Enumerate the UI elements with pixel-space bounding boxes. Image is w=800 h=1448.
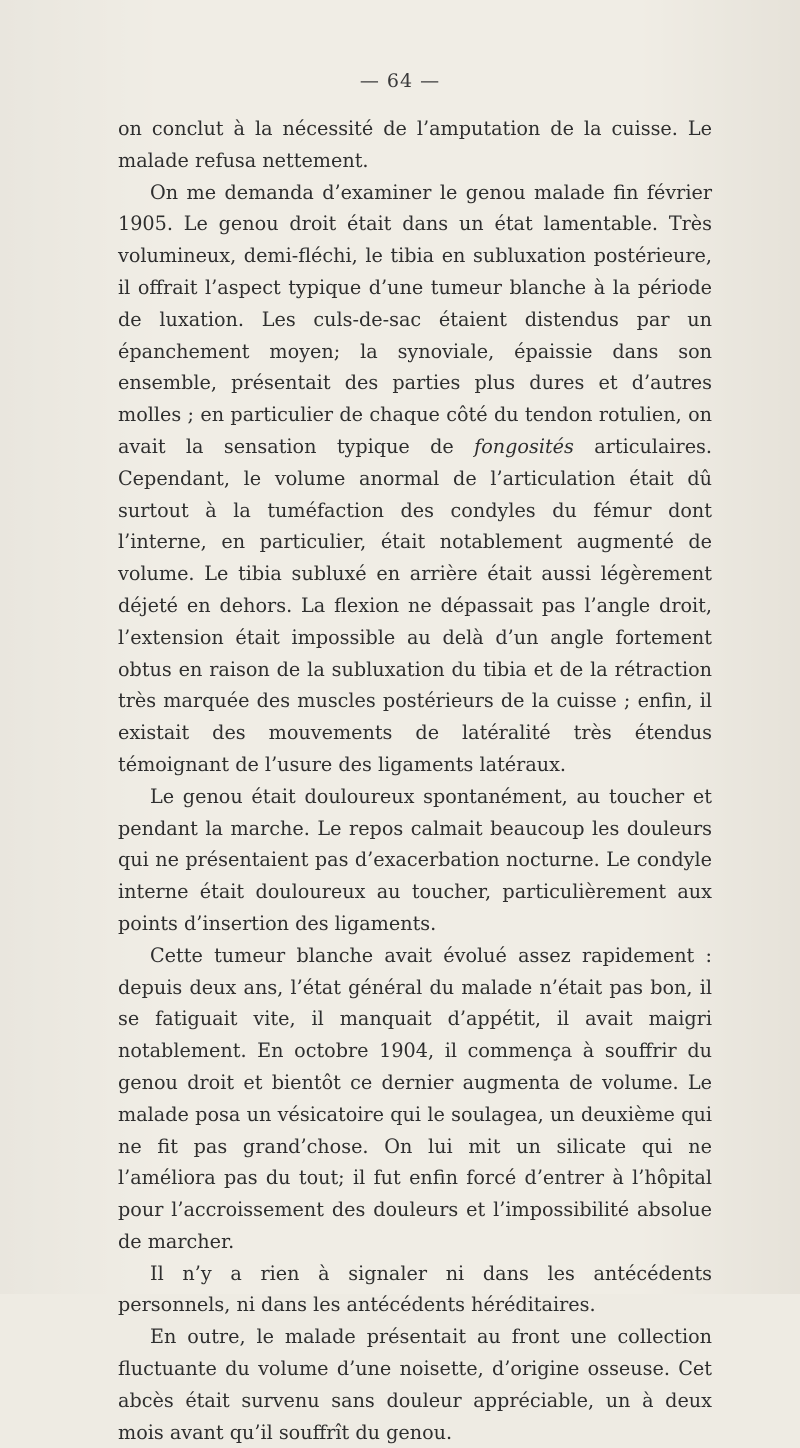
text-segment: Il n’y a rien à signaler ni dans les antécédents personnels, ni dans les antécédents héréditaires. — [118, 1261, 712, 1317]
paragraph — [118, 1321, 712, 1448]
text-segment: Le genou était douloureux spontanément, au toucher et pendant la marche. Le repos calmait beaucoup les douleurs qui ne présentaient pas d’exacerbation nocturne. Le condyle interne était douloureux au toucher, particulièrement aux points d’insertion des ligaments. — [118, 784, 712, 935]
text-segment: En outre, le malade présentait au front une collection fluctuante du volume d’une noisette, d’origine osseuse. Cet abcès était survenu sans douleur appréciable, un à deux mois avant qu’il souffrît du genou. — [118, 1325, 712, 1444]
text-segment: On me demanda d’examiner le genou malade fin février 1905. Le genou droit était dans un état lamentable. Très volumineux, demi-fléchi, le tibia en subluxation postérieure, il offrait l’aspect typique d’une tumeur blanche à la période de luxation. Les culs-de-sac étaient distendus par un épanchement moyen; la synoviale, épaissie dans son ensemble, présentait des parties plus dures et d’autres molles ; en particulier de chaque côté du tendon rotulien, on avait la sensation typique de — [118, 180, 712, 458]
paragraph — [118, 113, 712, 177]
paragraph — [118, 940, 712, 1258]
paragraph — [118, 781, 712, 940]
text-segment: on conclut à la nécessité de l’amputation de la cuisse. Le malade refusa nettement. — [118, 117, 712, 172]
text-segment: Cette tumeur blanche avait évolué assez rapidement : depuis deux ans, l’état général du malade n’était pas bon, il se fatiguait vite, il manquait d’appétit, il avait maigri notablement. En octobre 1904, il commença à souffrir du genou droit et bientôt ce dernier augmenta de volume. Le malade posa un vésicatoire qui le soulagea, un deuxième qui ne fit pas grand’chose. On lui mit un silicate qui ne l’améliora pas du tout; il fut enfin forcé d’entrer à l’hôpital pour l’accroissement des douleurs et l’impossibilité absolue de marcher. — [118, 943, 712, 1253]
body-text — [118, 113, 712, 1448]
paragraph — [118, 1258, 712, 1322]
paragraph — [118, 177, 712, 781]
page-number-header: — 64 — — [359, 70, 441, 92]
text-segment: articulaires. Cependant, le volume anormal de l’articulation était dû surtout à la tuméfaction des condyles du fémur dont l’interne, en particulier, était notablement augmenté de volume. Le tibia subluxé en arrière était aussi légèrement déjeté en dehors. La flexion ne dépassait pas l’angle droit, l’extension était impossible au delà d’un angle fortement obtus en raison de la subluxation du tibia et de la rétraction très marquée des muscles postérieurs de la cuisse ; enfin, il existait des mouvements de latéralité très étendus témoignant de l’usure des ligaments latéraux. — [118, 434, 712, 776]
italic-term: fongosités — [474, 434, 574, 458]
